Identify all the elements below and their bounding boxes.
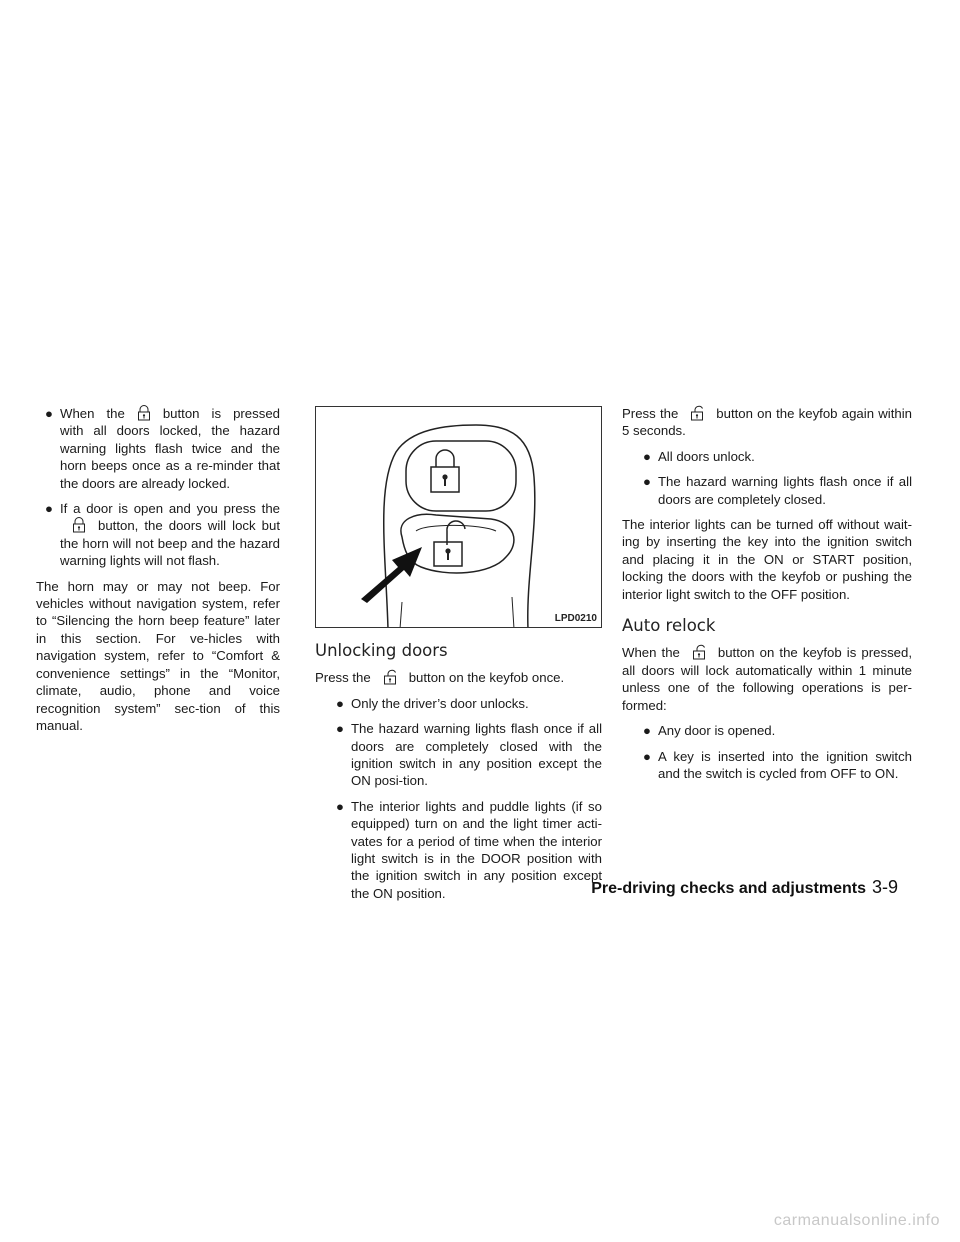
keyfob-figure: [315, 406, 602, 628]
bullet: ●: [336, 695, 344, 711]
section-heading-auto-relock: Auto relock: [622, 616, 716, 636]
list-item: ● The hazard warning lights flash once if all doors are completely closed with the ignition switch in any position except the ON posi-tion.: [327, 720, 602, 790]
bullet: ●: [643, 723, 651, 739]
lock-icon: [131, 405, 157, 421]
bullet: ●: [45, 406, 53, 421]
list-item: ● Only the driver’s door unlocks.: [327, 695, 602, 712]
page-number: 3-9: [871, 877, 898, 897]
second-press-intro: Press the button on the keyfob again within 5 seconds.: [622, 406, 912, 439]
bullet: ●: [45, 501, 53, 517]
list-item: ● All doors unlock.: [634, 448, 912, 465]
horn-paragraph: The horn may or may not beep. For vehicles without navigation system, refer to “Silencing the horn beep feature” later in this section. For ve-hicles with navigation system, refer to “Comfort & convenience settings” in the “Monitor, climate, audio, phone and voice recognition system” sec-tion of this manual.: [36, 578, 280, 733]
auto-relock-paragraph: When the button on the keyfob is pressed, all doors will lock automatically within 1 minute unless one of the following operations is per-formed:: [622, 645, 912, 713]
unlock-icon: [377, 669, 403, 685]
bullet-text-pre: When the: [60, 406, 125, 421]
list-item: [36, 500, 280, 570]
page-footer: [591, 877, 898, 899]
list-item: [36, 405, 280, 492]
unlock-icon: [684, 405, 710, 421]
keyfob-illustration: [316, 407, 602, 628]
column-1: [36, 405, 280, 742]
bullet: ●: [643, 474, 651, 490]
list-item: ● The hazard warning lights flash once if all doors are completely closed.: [634, 473, 912, 508]
column-3: [622, 405, 912, 790]
column-2: [315, 406, 602, 910]
bullet: ●: [643, 448, 651, 464]
unlocking-intro: Press the button on the keyfob once.: [315, 670, 565, 686]
bullet-text-pre: If a door is open and you press the: [60, 501, 280, 517]
section-title: Pre-driving checks and adjustments: [591, 880, 866, 897]
bullet-text-post: button is pressed with all doors locked, the hazard warning lights flash twice and the horn beeps once as a re-minder that the doors are already locked.: [60, 406, 281, 491]
list-item: ● The interior lights and puddle lights (if so equipped) turn on and the light timer acti-vates for a period of time when the interior light switch is in the DOOR position with the ignition switch in any position except the ON position.: [327, 798, 602, 902]
lock-icon: [66, 517, 92, 533]
section-heading-unlocking: Unlocking doors: [315, 641, 448, 660]
list-item: ● Any door is opened.: [634, 722, 912, 739]
figure-label: LPD0210: [554, 613, 597, 624]
bullet: ●: [336, 721, 344, 737]
bullet: ●: [336, 798, 344, 814]
unlock-icon: [686, 644, 712, 660]
interior-lights-paragraph: The interior lights can be turned off without wait-ing by inserting the key into the ignition switch and placing it in the ON or START position, locking the doors with the keyfob or pushing the interior light switch to the OFF position.: [622, 517, 912, 602]
watermark: carmanualsonline.info: [773, 1212, 940, 1229]
bullet-text-post: button, the doors will lock but the horn will not beep and the hazard warning lights will not flash.: [60, 518, 280, 569]
bullet: ●: [643, 748, 651, 764]
list-item: ● A key is inserted into the ignition switch and the switch is cycled from OFF to ON.: [634, 748, 912, 783]
